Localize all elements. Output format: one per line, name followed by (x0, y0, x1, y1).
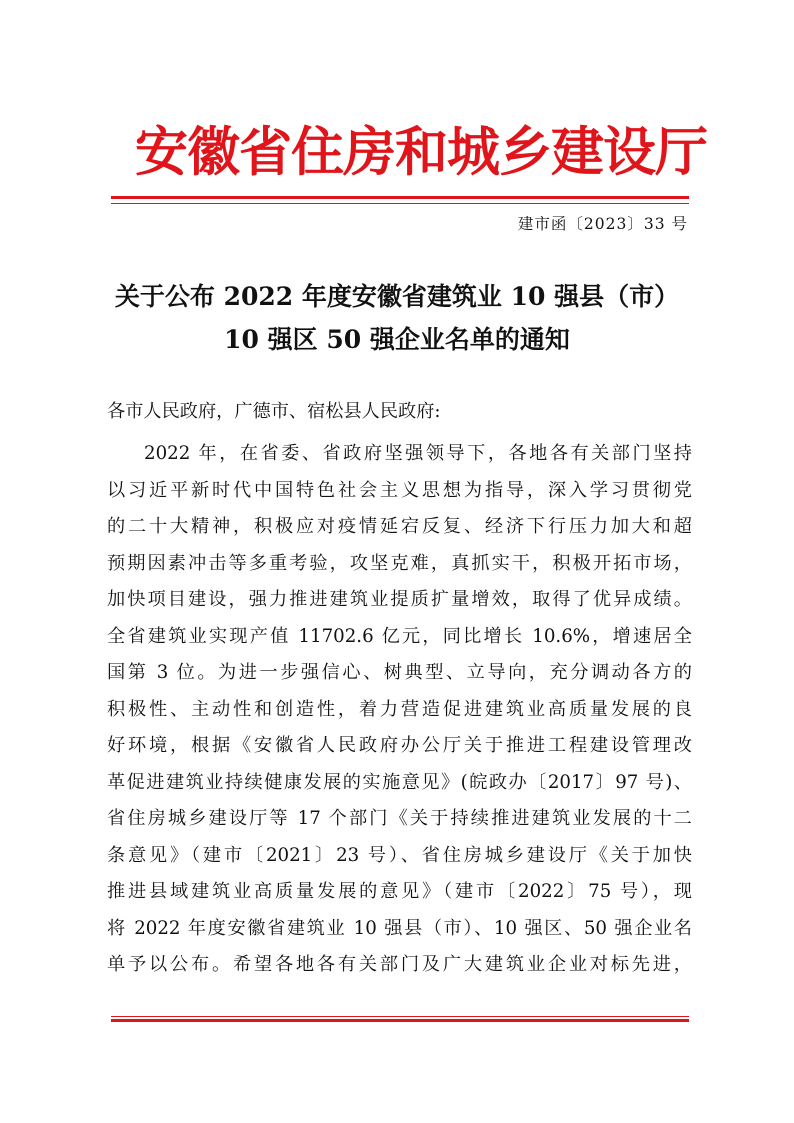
masthead-rule-thick (111, 196, 689, 199)
body-line: 单予以公布。希望各地各有关部门及广大建筑业企业对标先进， (107, 954, 692, 975)
document-number: 建市函〔2023〕33 号 (517, 215, 688, 233)
body-line: 省住房城乡建设厅等 17 个部门《关于持续推进建筑业发展的十二 (107, 808, 692, 829)
agency-masthead: 安徽省住房和城乡建设厅 (135, 121, 707, 183)
body-line: 将 2022 年度安徽省建筑业 10 强县（市）、10 强区、50 强企业名 (107, 917, 692, 939)
document-title-line-2: 10 强区 50 强企业名单的通知 (224, 325, 570, 354)
body-line: 积极性、主动性和创造性，着力营造促进建筑业高质量发展的良 (107, 698, 692, 720)
body-line: 2022 年，在省委、省政府坚强领导下，各地各有关部门坚持 (144, 443, 692, 464)
body-line: 国第 3 位。为进一步强信心、树典型、立导向，充分调动各方的 (107, 662, 692, 683)
body-line: 的二十大精神，积极应对疫情延宕反复、经济下行压力加大和超 (107, 516, 692, 537)
body-line: 条意见》（建市〔2021〕23 号）、省住房城乡建设厅《关于加快 (107, 844, 692, 866)
salutation: 各市人民政府，广德市、宿松县人民政府: (107, 401, 441, 422)
body-line: 以习近平新时代中国特色社会主义思想为指导，深入学习贯彻党 (107, 479, 692, 501)
body-paragraph (107, 436, 692, 984)
footer-rule-thin (111, 1016, 689, 1017)
body-line: 革促进建筑业持续健康发展的实施意见》(皖政办〔2017〕97 号)、 (107, 771, 692, 793)
document-title-line-1: 关于公布 2022 年度安徽省建筑业 10 强县（市） (114, 282, 680, 311)
masthead-rule-thin (111, 203, 689, 204)
body-line: 推进县域建筑业高质量发展的意见》（建市〔2022〕75 号），现 (107, 881, 692, 902)
body-line: 好环境，根据《安徽省人民政府办公厅关于推进工程建设管理改 (107, 735, 692, 756)
footer-rule-thick (111, 1019, 689, 1022)
body-line: 全省建筑业实现产值 11702.6 亿元，同比增长 10.6%，增速居全 (107, 625, 692, 647)
body-line: 预期因素冲击等多重考验，攻坚克难，真抓实干，积极开拓市场， (107, 552, 692, 574)
body-line: 加快项目建设，强力推进建筑业提质扩量增效，取得了优异成绩。 (107, 589, 692, 610)
